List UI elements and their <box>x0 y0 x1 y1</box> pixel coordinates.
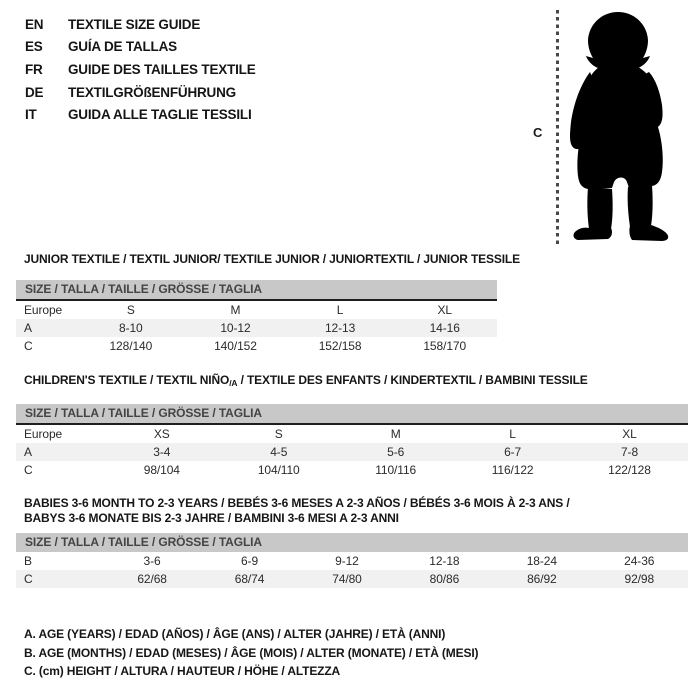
age-cell: 10-12 <box>220 321 251 335</box>
table-row-age <box>16 443 688 461</box>
lang-row-de <box>25 81 256 104</box>
lang-row-en <box>25 13 256 36</box>
lang-text: TEXTILE SIZE GUIDE <box>68 16 201 32</box>
months-cell: 3-6 <box>143 554 161 568</box>
row-label: B <box>24 554 32 568</box>
months-cell: 24-36 <box>624 554 655 568</box>
note-age-years: A. AGE (YEARS) / EDAD (AÑOS) / ÂGE (ANS) / ALTER (JAHRE) / ETÀ (ANNI) <box>24 627 446 641</box>
row-label: A <box>24 445 32 459</box>
size-cell: L <box>509 427 516 441</box>
age-cell: 12-13 <box>324 321 356 335</box>
size-cell: S <box>274 427 283 441</box>
height-cell: 62/68 <box>137 572 167 586</box>
size-cell: XL <box>622 427 637 441</box>
lang-text: GUIDA ALLE TAGLIE TESSILI <box>68 107 252 123</box>
row-label: C <box>24 339 33 353</box>
lang-text: TEXTILGRÖßENFÜHRUNG <box>68 84 236 100</box>
toddler-silhouette-icon <box>563 10 673 245</box>
height-dashed-line <box>556 10 559 244</box>
lang-code: IT <box>25 107 37 123</box>
size-cell: M <box>230 303 241 317</box>
childrens-textile-title <box>16 373 688 391</box>
height-cell: 86/92 <box>527 572 557 586</box>
lang-code: FR <box>25 61 43 77</box>
row-label: Europe <box>24 303 63 317</box>
age-cell: 14-16 <box>429 321 460 335</box>
age-cell: 8-10 <box>119 321 143 335</box>
size-cell: XS <box>153 427 170 441</box>
height-cell: 74/80 <box>332 572 362 586</box>
height-cell: 128/140 <box>109 339 153 353</box>
lang-row-fr <box>25 58 256 81</box>
note-height-cm: C. (cm) HEIGHT / ALTURA / HAUTEUR / HÖHE / ALTEZZA <box>24 664 341 679</box>
size-header-bar: SIZE / TALLA / TAILLE / GRÖSSE / TAGLIA <box>16 533 688 552</box>
table-row-months <box>16 552 688 570</box>
lang-code: DE <box>25 84 44 100</box>
childrens-textile-section <box>16 373 688 479</box>
row-label: A <box>24 321 32 335</box>
height-cell: 80/86 <box>429 572 460 586</box>
lang-code: ES <box>25 39 43 55</box>
lang-text: GUÍA DE TALLAS <box>68 39 177 55</box>
lang-row-it <box>25 103 256 126</box>
months-cell: 12-18 <box>429 554 460 568</box>
age-cell: 7-8 <box>620 445 639 459</box>
height-cell: 98/104 <box>143 463 180 477</box>
babies-title-line1: BABIES 3-6 MONTH TO 2-3 YEARS / BEBÉS 3-6 MESES A 2-3 AÑOS / BÉBÉS 3-6 MOIS À 2-3 ANS / <box>24 496 570 510</box>
size-cell: XL <box>437 303 452 317</box>
size-cell: L <box>336 303 344 317</box>
height-cell: 116/122 <box>491 463 534 477</box>
height-cell: 158/170 <box>423 339 467 353</box>
lang-row-es <box>25 36 256 59</box>
table-row-height <box>16 461 688 479</box>
babies-title-line2: BABYS 3-6 MONATE BIS 2-3 JAHRE / BAMBINI 3-6 MESI A 2-3 ANNI <box>24 511 399 525</box>
months-cell: 6-9 <box>240 554 259 568</box>
junior-textile-section <box>16 252 520 355</box>
age-cell: 3-4 <box>153 445 171 459</box>
height-cell: 152/158 <box>318 339 362 353</box>
age-cell: 5-6 <box>387 445 405 459</box>
title-subscript: /A <box>229 378 238 388</box>
title-part: CHILDREN'S TEXTILE / TEXTIL NIÑO <box>24 373 230 387</box>
lang-text: GUIDE DES TAILLES TEXTILE <box>68 61 256 77</box>
table-row-height <box>16 337 497 355</box>
height-cell: 140/152 <box>214 339 257 353</box>
row-label: C <box>24 463 33 477</box>
language-list <box>25 13 256 126</box>
row-label: C <box>24 572 33 586</box>
height-cell: 92/98 <box>624 572 655 586</box>
table-row-height <box>16 570 688 588</box>
size-header-bar: SIZE / TALLA / TAILLE / GRÖSSE / TAGLIA <box>16 280 497 301</box>
height-cell: 110/116 <box>375 463 417 477</box>
height-cell: 104/110 <box>257 463 300 477</box>
lang-code: EN <box>25 16 44 32</box>
age-cell: 6-7 <box>504 445 522 459</box>
note-age-months: B. AGE (MONTHS) / EDAD (MESES) / ÂGE (MOIS) / ALTER (MONATE) / ETÀ (MESI) <box>24 645 479 660</box>
junior-textile-title: JUNIOR TEXTILE / TEXTIL JUNIOR/ TEXTILE JUNIOR / JUNIORTEXTIL / JUNIOR TESSILE <box>24 252 520 266</box>
height-cell: 122/128 <box>608 463 651 477</box>
age-cell: 4-5 <box>270 445 288 459</box>
legend-notes <box>24 625 478 681</box>
size-cell: M <box>390 427 401 441</box>
height-measure-label: C <box>533 125 543 140</box>
months-cell: 9-12 <box>335 554 359 568</box>
babies-textile-section <box>16 496 688 588</box>
table-row-europe <box>16 301 497 319</box>
size-cell: S <box>126 303 135 317</box>
table-row-europe <box>16 425 688 443</box>
height-cell: 68/74 <box>234 572 265 586</box>
months-cell: 18-24 <box>526 554 557 568</box>
row-label: Europe <box>24 427 63 441</box>
baby-height-figure <box>528 5 698 250</box>
title-part: / TEXTILE DES ENFANTS / KINDERTEXTIL / BAMBINI TESSILE <box>237 373 588 387</box>
size-header-bar: SIZE / TALLA / TAILLE / GRÖSSE / TAGLIA <box>16 404 688 425</box>
table-row-age <box>16 319 497 337</box>
